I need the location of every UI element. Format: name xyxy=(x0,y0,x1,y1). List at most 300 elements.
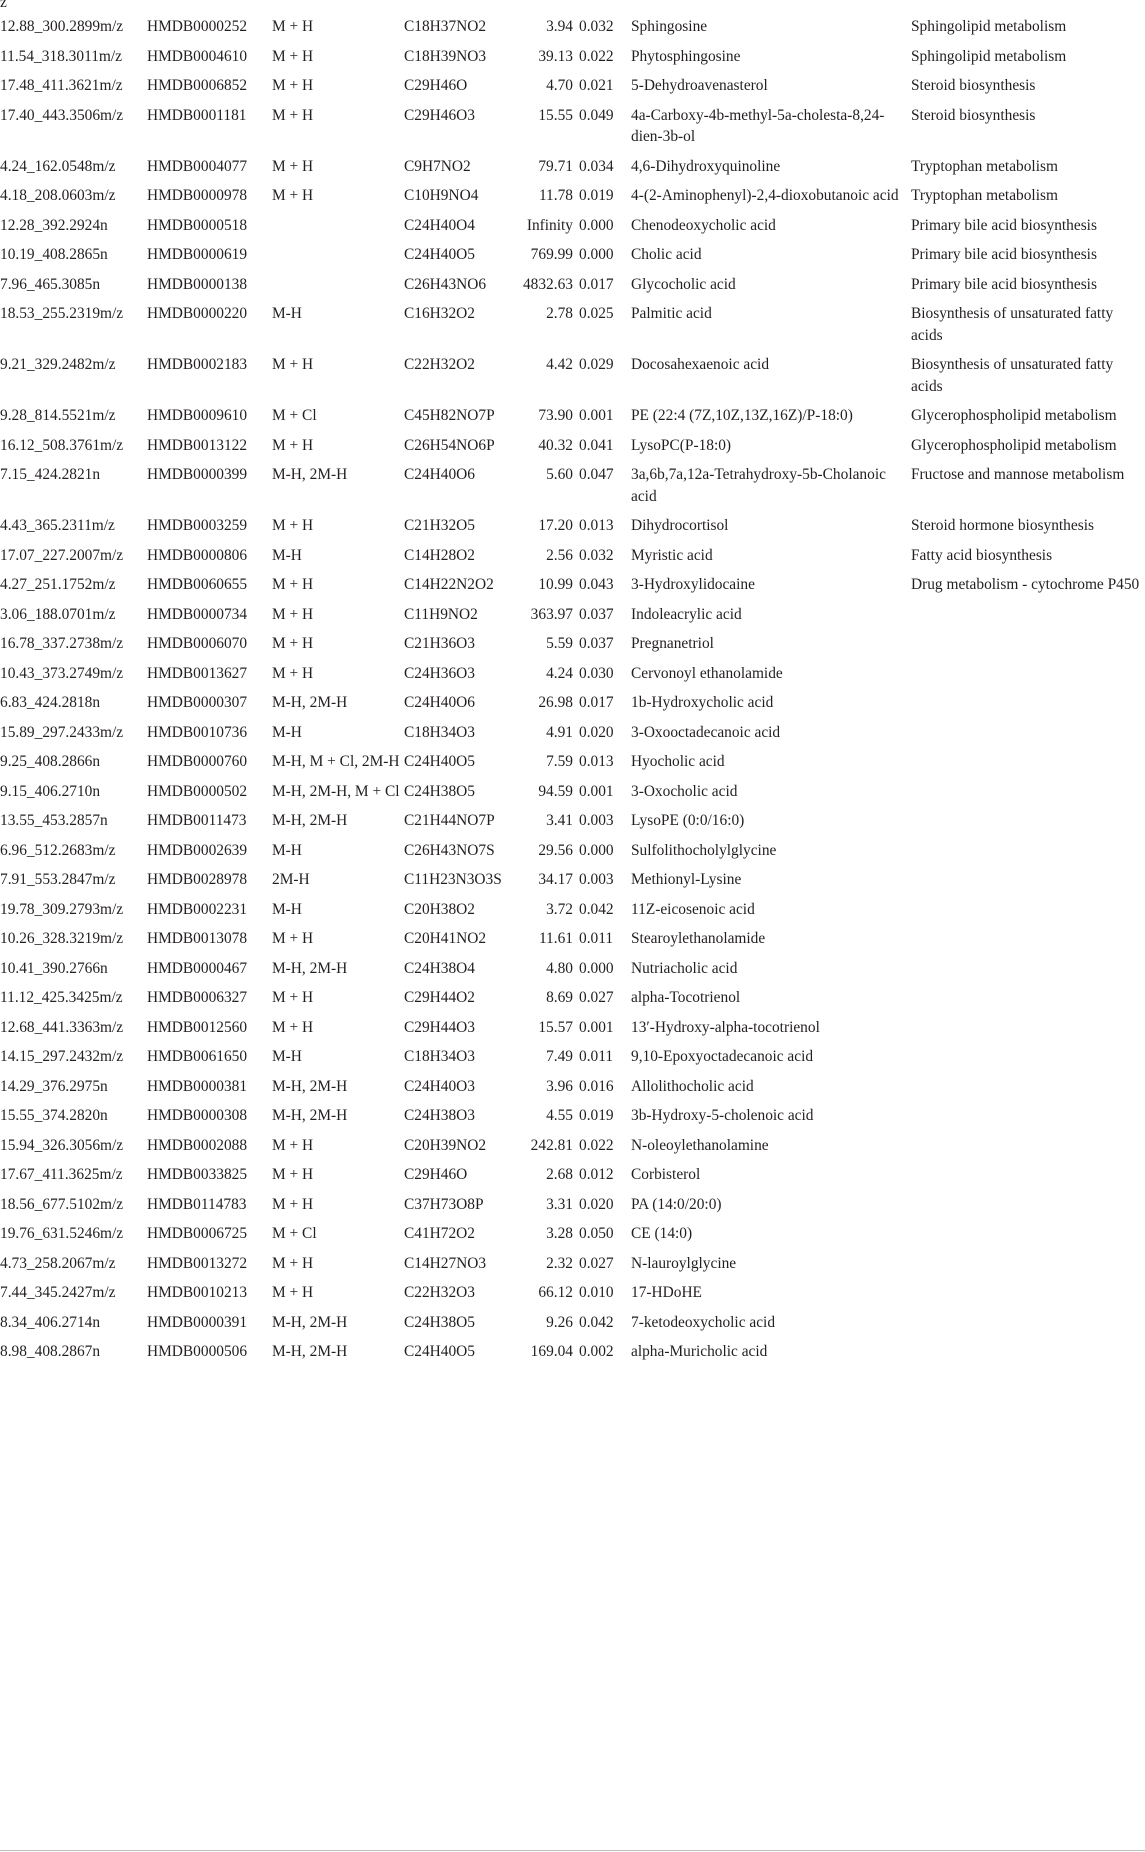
formula-cell: C10H9NO4 xyxy=(404,187,479,204)
formula-cell: C29H46O xyxy=(404,77,468,94)
metabolite-name-cell: Sulfolithocholylglycine xyxy=(631,841,777,859)
hmdb-id-cell: HMDB0012560 xyxy=(147,1018,248,1036)
fold-change-cell: 4.24 xyxy=(546,664,573,682)
fold-change-cell: 7.59 xyxy=(546,753,573,770)
table-row xyxy=(0,718,1145,748)
formula-cell: C26H43NO6 xyxy=(404,275,487,293)
hmdb-id-cell: HMDB0000308 xyxy=(147,1107,248,1124)
formula-cell: C45H82NO7P xyxy=(404,407,495,424)
metabolite-name-cell: LysoPC(P-18:0) xyxy=(631,436,732,454)
fold-change-cell: 29.56 xyxy=(538,841,573,859)
table-row xyxy=(0,836,1145,866)
table-row xyxy=(0,1042,1145,1072)
formula-cell: C14H22N2O2 xyxy=(404,576,494,593)
table-row xyxy=(0,1337,1145,1367)
compound-id-cell: 4.24_162.0548m/z xyxy=(0,157,116,175)
adduct-cell: M-H xyxy=(272,1048,302,1065)
adduct-cell: M-H, 2M-H, M + Cl xyxy=(272,782,400,800)
fold-change-cell: 5.60 xyxy=(546,466,573,483)
table-row xyxy=(0,541,1145,571)
adduct-cell: M + H xyxy=(272,187,314,204)
pathway-cell: Steroid hormone biosynthesis xyxy=(911,517,1094,534)
pathway-cell xyxy=(911,1190,1145,1220)
compound-id-cell: 12.68_441.3363m/z xyxy=(0,1018,124,1036)
fold-change-cell: 363.97 xyxy=(530,605,573,623)
formula-cell: C18H34O3 xyxy=(404,1048,475,1065)
formula-cell: C24H36O3 xyxy=(404,664,475,682)
formula-cell: C29H46O3 xyxy=(404,106,475,124)
fold-change-cell: 3.28 xyxy=(546,1225,573,1242)
metabolite-name-cell: Indoleacrylic acid xyxy=(631,605,742,623)
table-row xyxy=(0,401,1145,431)
pathway-cell: Sphingolipid metabolism xyxy=(911,47,1067,65)
p-value-cell: 0.001 xyxy=(579,407,614,424)
p-value-cell: 0.041 xyxy=(579,436,614,454)
table-row xyxy=(0,101,1145,152)
pathway-cell: Biosynthesis of unsaturated fatty acids xyxy=(911,356,1114,395)
pathway-cell xyxy=(911,718,1145,748)
table-row xyxy=(0,629,1145,659)
formula-cell: C24H40O4 xyxy=(404,216,475,234)
p-value-cell: 0.016 xyxy=(579,1077,614,1095)
fold-change-cell: Infinity xyxy=(526,216,573,234)
metabolite-name-cell: Chenodeoxycholic acid xyxy=(631,216,776,234)
compound-id-cell: 17.48_411.3621m/z xyxy=(0,77,123,94)
formula-cell: C16H32O2 xyxy=(404,305,475,322)
metabolite-name-cell: Phytosphingosine xyxy=(631,47,741,65)
compound-id-cell: 16.78_337.2738m/z xyxy=(0,635,124,652)
metabolite-name-cell: Glycocholic acid xyxy=(631,275,736,293)
pathway-cell xyxy=(911,895,1145,925)
hmdb-id-cell: HMDB0002639 xyxy=(147,841,248,859)
hmdb-id-cell: HMDB0002088 xyxy=(147,1136,248,1154)
metabolite-name-cell: 3-Hydroxylidocaine xyxy=(631,576,755,593)
p-value-cell: 0.011 xyxy=(579,930,614,947)
metabolite-name-cell: CE (14:0) xyxy=(631,1225,693,1242)
formula-cell: C14H28O2 xyxy=(404,546,475,564)
fold-change-cell: 66.12 xyxy=(538,1284,573,1301)
p-value-cell: 0.020 xyxy=(579,1195,614,1213)
hmdb-id-cell: HMDB0000760 xyxy=(147,753,248,770)
hmdb-id-cell: HMDB0000734 xyxy=(147,605,248,623)
compound-id-cell: 13.55_453.2857n xyxy=(0,812,108,829)
adduct-cell: M-H, 2M-H xyxy=(272,1077,348,1095)
p-value-cell: 0.013 xyxy=(579,753,614,770)
formula-cell: C29H46O xyxy=(404,1166,468,1183)
pathway-cell xyxy=(911,1278,1145,1308)
formula-cell: C14H27NO3 xyxy=(404,1254,487,1272)
p-value-cell: 0.042 xyxy=(579,1313,614,1331)
adduct-cell: M + H xyxy=(272,1018,314,1036)
formula-cell: C21H32O5 xyxy=(404,517,475,534)
table-row xyxy=(0,747,1145,777)
hmdb-id-cell: HMDB0006327 xyxy=(147,989,248,1006)
compound-id-cell: 4.73_258.2067m/z xyxy=(0,1254,116,1272)
formula-cell: C21H36O3 xyxy=(404,635,475,652)
formula-cell: C29H44O2 xyxy=(404,989,475,1006)
fold-change-cell: 15.57 xyxy=(538,1018,573,1036)
p-value-cell: 0.019 xyxy=(579,187,614,204)
compound-id-cell: 10.41_390.2766n xyxy=(0,959,108,977)
hmdb-id-cell: HMDB0000391 xyxy=(147,1313,248,1331)
compound-id-cell: 10.43_373.2749m/z xyxy=(0,664,124,682)
fold-change-cell: 11.78 xyxy=(538,187,573,204)
compound-id-cell: 17.07_227.2007m/z xyxy=(0,546,124,564)
adduct-cell: M-H, 2M-H xyxy=(272,959,348,977)
pathway-cell: Drug metabolism - cytochrome P450 xyxy=(911,576,1140,593)
hmdb-id-cell: HMDB0006852 xyxy=(147,77,248,94)
p-value-cell: 0.020 xyxy=(579,723,614,741)
adduct-cell: M + H xyxy=(272,1195,314,1213)
compound-id-cell: 12.28_392.2924n xyxy=(0,216,108,234)
metabolite-name-cell: N-lauroylglycine xyxy=(631,1254,737,1272)
formula-cell: C20H41NO2 xyxy=(404,930,487,947)
metabolite-name-cell: 17-HDoHE xyxy=(631,1284,702,1301)
pathway-cell xyxy=(911,1308,1145,1338)
fold-change-cell: 2.68 xyxy=(546,1166,573,1183)
hmdb-id-cell: HMDB0006070 xyxy=(147,635,248,652)
p-value-cell: 0.037 xyxy=(579,605,614,623)
pathway-cell xyxy=(911,1219,1145,1249)
formula-cell: C37H73O8P xyxy=(404,1195,484,1213)
table-row xyxy=(0,1101,1145,1131)
adduct-cell: M-H, 2M-H xyxy=(272,812,348,829)
table-row xyxy=(0,924,1145,954)
metabolite-name-cell: 5-Dehydroavenasterol xyxy=(631,77,768,94)
table-row xyxy=(0,1131,1145,1161)
hmdb-id-cell: HMDB0061650 xyxy=(147,1048,248,1065)
table-row xyxy=(0,954,1145,984)
formula-cell: C26H43NO7S xyxy=(404,841,495,859)
pathway-cell xyxy=(911,1101,1145,1131)
p-value-cell: 0.034 xyxy=(579,157,614,175)
compound-id-cell: 12.88_300.2899m/z xyxy=(0,18,124,35)
table-row xyxy=(0,570,1145,600)
pathway-cell xyxy=(911,1131,1145,1161)
p-value-cell: 0.000 xyxy=(579,841,614,859)
compound-id-cell: 7.15_424.2821n xyxy=(0,466,101,483)
fold-change-cell: 5.59 xyxy=(546,635,573,652)
table-row xyxy=(0,511,1145,541)
formula-cell: C21H44NO7P xyxy=(404,812,495,829)
table-row xyxy=(0,240,1145,270)
formula-cell: C24H40O5 xyxy=(404,246,475,263)
fold-change-cell: 17.20 xyxy=(538,517,573,534)
fold-change-cell: 73.90 xyxy=(538,407,573,424)
formula-cell: C24H40O5 xyxy=(404,1343,475,1360)
pathway-cell: Primary bile acid biosynthesis xyxy=(911,275,1097,293)
pathway-cell xyxy=(911,806,1145,836)
adduct-cell: M-H, 2M-H xyxy=(272,1343,348,1360)
hmdb-id-cell: HMDB0002231 xyxy=(147,900,248,918)
hmdb-id-cell: HMDB0000806 xyxy=(147,546,248,564)
fold-change-cell: 2.56 xyxy=(546,546,573,564)
metabolite-name-cell: 3b-Hydroxy-5-cholenoic acid xyxy=(631,1107,814,1124)
fold-change-cell: 15.55 xyxy=(538,106,573,124)
metabolite-name-cell: 4-(2-Aminophenyl)-2,4-dioxobutanoic acid xyxy=(631,187,899,204)
adduct-cell: M + Cl xyxy=(272,1225,317,1242)
compound-id-cell: 19.78_309.2793m/z xyxy=(0,900,124,918)
fold-change-cell: 3.96 xyxy=(546,1077,573,1095)
hmdb-id-cell: HMDB0114783 xyxy=(147,1195,247,1213)
metabolite-name-cell: Myristic acid xyxy=(631,546,713,564)
adduct-cell: M + H xyxy=(272,1284,314,1301)
pathway-cell xyxy=(911,1013,1145,1043)
compound-id-cell: 6.96_512.2683m/z xyxy=(0,841,116,859)
pathway-cell xyxy=(911,983,1145,1013)
table-row xyxy=(0,152,1145,182)
adduct-cell: M-H xyxy=(272,305,302,322)
adduct-cell: M-H xyxy=(272,546,302,564)
p-value-cell: 0.030 xyxy=(579,664,614,682)
hmdb-id-cell: HMDB0000138 xyxy=(147,275,248,293)
metabolite-name-cell: Hyocholic acid xyxy=(631,753,725,770)
fold-change-cell: 4.55 xyxy=(546,1107,573,1124)
metabolite-name-cell: 3-Oxooctadecanoic acid xyxy=(631,723,781,741)
adduct-cell: M + H xyxy=(272,605,314,623)
fold-change-cell: 7.49 xyxy=(546,1048,573,1065)
pathway-cell xyxy=(911,954,1145,984)
adduct-cell: M + H xyxy=(272,436,314,454)
pathway-cell: Primary bile acid biosynthesis xyxy=(911,216,1097,234)
compound-id-cell: 15.89_297.2433m/z xyxy=(0,723,124,741)
hmdb-id-cell: HMDB0000381 xyxy=(147,1077,248,1095)
adduct-cell: M + H xyxy=(272,989,314,1006)
p-value-cell: 0.010 xyxy=(579,1284,614,1301)
adduct-cell: M-H, 2M-H xyxy=(272,694,348,711)
formula-cell: C24H40O6 xyxy=(404,694,475,711)
fold-change-cell: 3.41 xyxy=(546,812,573,829)
table-row xyxy=(0,1219,1145,1249)
adduct-cell: M + H xyxy=(272,517,314,534)
compound-id-cell: 4.43_365.2311m/z xyxy=(0,517,115,534)
p-value-cell: 0.003 xyxy=(579,871,614,888)
pathway-cell: Glycerophospholipid metabolism xyxy=(911,407,1117,424)
compound-id-cell: 9.15_406.2710n xyxy=(0,782,101,800)
metabolite-name-cell: N-oleoylethanolamine xyxy=(631,1136,769,1154)
hmdb-id-cell: HMDB0003259 xyxy=(147,517,248,534)
metabolite-name-cell: Methionyl-Lysine xyxy=(631,871,742,888)
table-row xyxy=(0,42,1145,72)
p-value-cell: 0.001 xyxy=(579,1018,614,1036)
hmdb-id-cell: HMDB0000399 xyxy=(147,466,248,483)
compound-id-cell: 18.53_255.2319m/z xyxy=(0,305,124,322)
metabolite-name-cell: 3a,6b,7a,12a-Tetrahydroxy-5b-Cholanoic acid xyxy=(631,466,886,505)
fold-change-cell: 4.80 xyxy=(546,959,573,977)
table-row xyxy=(0,1013,1145,1043)
p-value-cell: 0.000 xyxy=(579,216,614,234)
table-row xyxy=(0,270,1145,300)
adduct-cell: M-H xyxy=(272,900,302,918)
formula-cell: C9H7NO2 xyxy=(404,157,471,175)
adduct-cell xyxy=(272,270,404,300)
p-value-cell: 0.022 xyxy=(579,47,614,65)
adduct-cell: 2M-H xyxy=(272,871,310,888)
p-value-cell: 0.042 xyxy=(579,900,614,918)
p-value-cell: 0.001 xyxy=(579,782,614,800)
hmdb-id-cell: HMDB0000502 xyxy=(147,782,248,800)
p-value-cell: 0.003 xyxy=(579,812,614,829)
pathway-cell: Fatty acid biosynthesis xyxy=(911,546,1053,564)
compound-id-cell: 7.96_465.3085n xyxy=(0,275,101,293)
p-value-cell: 0.037 xyxy=(579,635,614,652)
p-value-cell: 0.027 xyxy=(579,989,614,1006)
p-value-cell: 0.027 xyxy=(579,1254,614,1272)
adduct-cell: M + H xyxy=(272,1254,314,1272)
adduct-cell: M-H, 2M-H xyxy=(272,466,348,483)
hmdb-id-cell: HMDB0013272 xyxy=(147,1254,248,1272)
table-row xyxy=(0,983,1145,1013)
hmdb-id-cell: HMDB0028978 xyxy=(147,871,248,888)
metabolite-name-cell: LysoPE (0:0/16:0) xyxy=(631,812,745,829)
metabolite-name-cell: Allolithocholic acid xyxy=(631,1077,754,1095)
hmdb-id-cell: HMDB0010736 xyxy=(147,723,248,741)
metabolite-name-cell: 7-ketodeoxycholic acid xyxy=(631,1313,776,1331)
compound-id-cell: 11.12_425.3425m/z xyxy=(0,989,123,1006)
formula-cell: C11H9NO2 xyxy=(404,605,478,623)
table-row xyxy=(0,299,1145,350)
p-value-cell: 0.047 xyxy=(579,466,614,483)
metabolite-name-cell: PA (14:0/20:0) xyxy=(631,1195,722,1213)
pathway-cell xyxy=(911,924,1145,954)
compound-id-cell: 4.18_208.0603m/z xyxy=(0,187,116,204)
formula-cell: C11H23N3O3S xyxy=(404,871,502,888)
fold-change-cell: 242.81 xyxy=(530,1136,573,1154)
p-value-cell: 0.022 xyxy=(579,1136,614,1154)
compound-id-cell: 3.06_188.0701m/z xyxy=(0,605,116,623)
pathway-cell: Primary bile acid biosynthesis xyxy=(911,246,1097,263)
hmdb-id-cell: HMDB0010213 xyxy=(147,1284,248,1301)
adduct-cell: M + H xyxy=(272,18,314,35)
hmdb-id-cell: HMDB0001181 xyxy=(147,106,247,124)
hmdb-id-cell: HMDB0006725 xyxy=(147,1225,248,1242)
adduct-cell: M + H xyxy=(272,1136,314,1154)
pathway-cell xyxy=(911,1072,1145,1102)
pathway-cell: Biosynthesis of unsaturated fatty acids xyxy=(911,305,1114,344)
metabolite-name-cell: Cervonoyl ethanolamide xyxy=(631,664,783,682)
pathway-cell: Fructose and mannose metabolism xyxy=(911,466,1125,483)
fold-change-cell: 40.32 xyxy=(538,436,573,454)
hmdb-id-cell: HMDB0004610 xyxy=(147,47,248,65)
compound-id-cell: 19.76_631.5246m/z xyxy=(0,1225,124,1242)
pathway-cell: Steroid biosynthesis xyxy=(911,77,1036,94)
hmdb-id-cell: HMDB0004077 xyxy=(147,157,248,175)
pathway-cell: Glycerophospholipid metabolism xyxy=(911,436,1117,454)
hmdb-id-cell: HMDB0000220 xyxy=(147,305,248,322)
table-row xyxy=(0,600,1145,630)
hmdb-id-cell: HMDB0000978 xyxy=(147,187,248,204)
adduct-cell: M + H xyxy=(272,106,314,124)
table-row xyxy=(0,806,1145,836)
fold-change-cell: 8.69 xyxy=(546,989,573,1006)
hmdb-id-cell: HMDB0002183 xyxy=(147,356,248,373)
hmdb-id-cell: HMDB0009610 xyxy=(147,407,248,424)
formula-cell: C29H44O3 xyxy=(404,1018,475,1036)
table-row xyxy=(0,865,1145,895)
p-value-cell: 0.049 xyxy=(579,106,614,124)
p-value-cell: 0.019 xyxy=(579,1107,614,1124)
metabolite-name-cell: PE (22:4 (7Z,10Z,13Z,16Z)/P-18:0) xyxy=(631,407,853,424)
formula-cell: C26H54NO6P xyxy=(404,436,495,454)
table-row xyxy=(0,460,1145,511)
fold-change-cell: 94.59 xyxy=(538,782,573,800)
adduct-cell: M-H xyxy=(272,723,302,741)
metabolite-table-body xyxy=(0,12,1145,1367)
adduct-cell: M + H xyxy=(272,664,314,682)
compound-id-cell: 18.56_677.5102m/z xyxy=(0,1195,124,1213)
fold-change-cell: 3.72 xyxy=(546,900,573,918)
fold-change-cell: 4.91 xyxy=(546,723,573,741)
compound-id-cell: 9.21_329.2482m/z xyxy=(0,356,116,373)
table-row xyxy=(0,1278,1145,1308)
p-value-cell: 0.017 xyxy=(579,275,614,293)
compound-id-cell: 8.34_406.2714n xyxy=(0,1313,101,1331)
compound-id-cell: 9.28_814.5521m/z xyxy=(0,407,116,424)
table-row xyxy=(0,1160,1145,1190)
table-row xyxy=(0,181,1145,211)
fold-change-cell: 3.31 xyxy=(546,1195,573,1213)
adduct-cell: M + Cl xyxy=(272,407,317,424)
formula-cell: C24H38O4 xyxy=(404,959,475,977)
fold-change-cell: 10.99 xyxy=(538,576,573,593)
pathway-cell: Tryptophan metabolism xyxy=(911,157,1058,175)
hmdb-id-cell: HMDB0000467 xyxy=(147,959,248,977)
p-value-cell: 0.029 xyxy=(579,356,614,373)
p-value-cell: 0.032 xyxy=(579,18,614,35)
metabolite-name-cell: Pregnanetriol xyxy=(631,635,714,652)
table-row xyxy=(0,211,1145,241)
p-value-cell: 0.017 xyxy=(579,694,614,711)
hmdb-id-cell: HMDB0000506 xyxy=(147,1343,248,1360)
metabolite-name-cell: Cholic acid xyxy=(631,246,702,263)
metabolite-name-cell: Nutriacholic acid xyxy=(631,959,738,977)
metabolite-name-cell: 11Z-eicosenoic acid xyxy=(631,900,755,918)
p-value-cell: 0.025 xyxy=(579,305,614,322)
hmdb-id-cell: HMDB0000252 xyxy=(147,18,248,35)
p-value-cell: 0.021 xyxy=(579,77,614,94)
formula-cell: C18H37NO2 xyxy=(404,18,487,35)
fold-change-cell: 39.13 xyxy=(538,47,573,65)
compound-id-cell: 6.83_424.2818n xyxy=(0,694,101,711)
formula-cell: C24H38O5 xyxy=(404,1313,475,1331)
table-row xyxy=(0,71,1145,101)
pathway-cell xyxy=(911,836,1145,866)
pathway-cell: Sphingolipid metabolism xyxy=(911,18,1067,35)
table-row xyxy=(0,431,1145,461)
table-bottom-rule xyxy=(0,1850,1145,1851)
formula-cell: C24H38O5 xyxy=(404,782,475,800)
p-value-cell: 0.013 xyxy=(579,517,614,534)
metabolite-name-cell: 3-Oxocholic acid xyxy=(631,782,738,800)
metabolite-name-cell: 4a-Carboxy-4b-methyl-5a-cholesta-8,24-dien-3b-ol xyxy=(631,106,885,145)
metabolite-name-cell: 1b-Hydroxycholic acid xyxy=(631,694,774,711)
compound-id-cell: 7.91_553.2847m/z xyxy=(0,871,116,888)
fold-change-cell: 26.98 xyxy=(538,694,573,711)
compound-id-cell: 14.15_297.2432m/z xyxy=(0,1048,124,1065)
formula-cell: C24H40O5 xyxy=(404,753,475,770)
adduct-cell: M + H xyxy=(272,77,314,94)
compound-id-cell: 15.94_326.3056m/z xyxy=(0,1136,124,1154)
hmdb-id-cell: HMDB0013122 xyxy=(147,436,248,454)
metabolite-table xyxy=(0,12,1145,1367)
compound-id-cell: 9.25_408.2866n xyxy=(0,753,101,770)
compound-id-cell: 17.67_411.3625m/z xyxy=(0,1166,123,1183)
table-row xyxy=(0,659,1145,689)
metabolite-name-cell: alpha-Muricholic acid xyxy=(631,1343,768,1360)
adduct-cell: M + H xyxy=(272,576,314,593)
fold-change-cell: 769.99 xyxy=(530,246,573,263)
table-row xyxy=(0,1249,1145,1279)
